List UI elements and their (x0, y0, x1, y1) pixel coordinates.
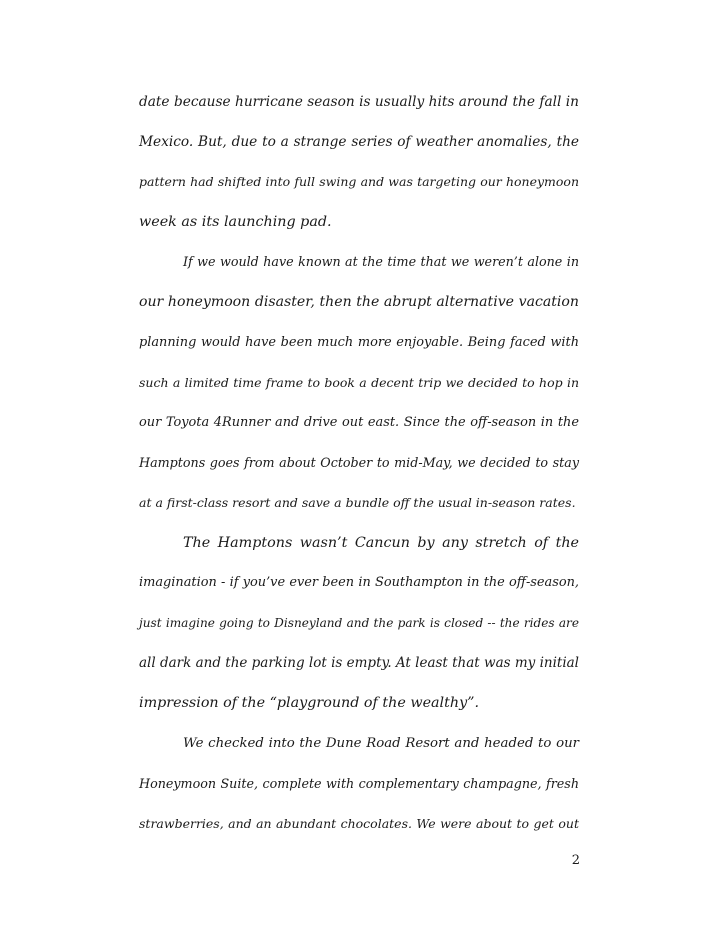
text-line: date because hurricane season is usually hits around the fall in (139, 94, 579, 110)
body-text (139, 82, 579, 844)
text-line: such a limited time frame to book a decent trip we decided to hop in (139, 374, 579, 390)
text-line: pattern had shifted into full swing and was targeting our honeymoon (139, 174, 579, 190)
text-line: We checked into the Dune Road Resort and headed to our (183, 735, 579, 751)
text-line: The Hamptons wasn’t Cancun by any stretch of the (183, 535, 579, 552)
text-line: our Toyota 4Runner and drive out east. Since the off-season in the (139, 414, 579, 430)
text-line: Honeymoon Suite, complete with complementary champagne, fresh (139, 775, 579, 791)
text-line: just imagine going to Disneyland and the park is closed -- the rides are (139, 616, 579, 631)
text-line: all dark and the parking lot is empty. At least that was my initial (139, 655, 580, 672)
text-line: at a first-class resort and save a bundle off the usual in-season rates. (139, 494, 576, 510)
text-line: our honeymoon disaster, then the abrupt alternative vacation (139, 294, 579, 311)
text-line: impression of the “playground of the wealthy”. (139, 695, 480, 712)
text-line: strawberries, and an abundant chocolates. We were about to get out (139, 815, 579, 831)
text-line: Mexico. But, due to a strange series of weather anomalies, the (139, 134, 579, 151)
text-line: planning would have been much more enjoyable. Being faced with (139, 334, 579, 350)
page-number: 2 (571, 853, 580, 868)
text-line: imagination - if you’ve ever been in Southampton in the off-season, (139, 575, 579, 591)
text-line: Hamptons goes from about October to mid-May, we decided to stay (139, 454, 579, 470)
text-line: week as its launching pad. (139, 214, 332, 231)
text-line: If we would have known at the time that we weren’t alone in (183, 254, 579, 270)
